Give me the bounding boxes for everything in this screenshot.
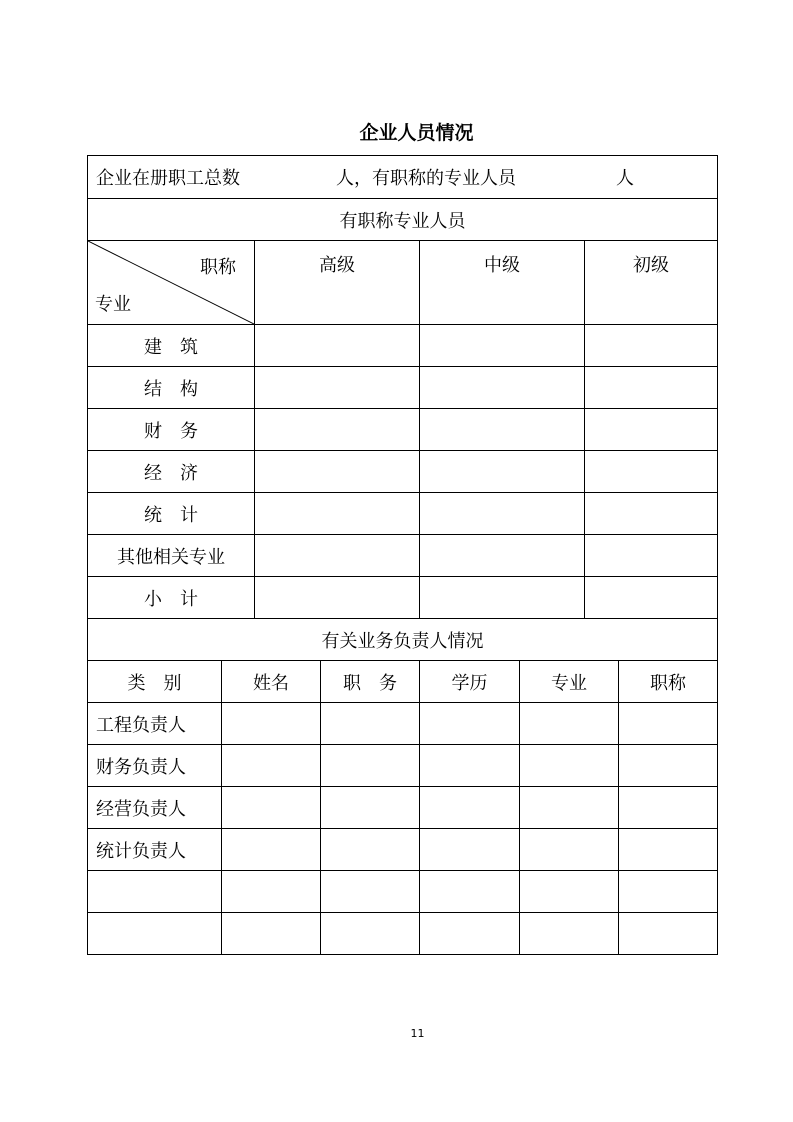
corner-title: 职称	[200, 257, 236, 278]
column-header: 学历	[419, 661, 519, 702]
position-cell[interactable]	[320, 703, 419, 744]
responsible-row	[87, 828, 718, 870]
count-cell[interactable]	[584, 367, 717, 408]
professional-heading: 有职称专业人员	[339, 210, 466, 232]
count-cell[interactable]	[584, 409, 717, 450]
position-cell[interactable]	[320, 745, 419, 786]
column-header: 职称	[618, 661, 717, 702]
responsible-heading-row	[87, 618, 718, 660]
title-cell[interactable]	[618, 913, 717, 954]
professional-heading-row	[87, 198, 718, 240]
education-cell[interactable]	[419, 745, 519, 786]
responsible-heading: 有关业务负责人情况	[321, 630, 484, 652]
name-cell[interactable]	[221, 913, 320, 954]
name-cell[interactable]	[221, 703, 320, 744]
education-cell[interactable]	[419, 703, 519, 744]
name-cell[interactable]	[221, 871, 320, 912]
responsible-row	[87, 744, 718, 786]
specialty-row	[87, 324, 718, 366]
column-header: 姓名	[221, 661, 320, 702]
education-cell[interactable]	[419, 871, 519, 912]
specialty-cell[interactable]	[519, 913, 618, 954]
name-cell[interactable]	[221, 745, 320, 786]
count-cell[interactable]	[254, 493, 419, 534]
name-cell[interactable]	[221, 787, 320, 828]
column-header: 职 务	[320, 661, 419, 702]
title-cell[interactable]	[618, 871, 717, 912]
count-cell[interactable]	[584, 577, 717, 618]
responsible-header-row	[87, 660, 718, 702]
name-cell[interactable]	[221, 829, 320, 870]
position-cell[interactable]	[320, 787, 419, 828]
specialty-label: 财 务	[144, 420, 198, 442]
count-cell[interactable]	[254, 367, 419, 408]
role-label: 财务负责人	[96, 756, 186, 778]
specialty-row	[87, 492, 718, 534]
specialty-cell[interactable]	[519, 745, 618, 786]
count-cell[interactable]	[419, 325, 584, 366]
summary-suffix: 人	[616, 168, 634, 189]
specialty-label: 统 计	[144, 504, 198, 526]
education-cell[interactable]	[419, 829, 519, 870]
specialty-cell[interactable]	[519, 703, 618, 744]
role-label[interactable]	[88, 913, 221, 954]
specialty-row	[87, 534, 718, 576]
specialty-row	[87, 450, 718, 492]
role-label: 经营负责人	[96, 798, 186, 820]
position-cell[interactable]	[320, 871, 419, 912]
title-cell[interactable]	[618, 703, 717, 744]
specialty-cell[interactable]	[519, 829, 618, 870]
count-cell[interactable]	[254, 577, 419, 618]
corner-cell	[88, 241, 254, 324]
count-cell[interactable]	[584, 451, 717, 492]
count-cell[interactable]	[254, 535, 419, 576]
count-cell[interactable]	[419, 367, 584, 408]
position-cell[interactable]	[320, 913, 419, 954]
summary-row	[87, 155, 718, 198]
role-label: 统计负责人	[96, 840, 186, 862]
count-cell[interactable]	[419, 451, 584, 492]
specialty-cell[interactable]	[519, 787, 618, 828]
role-label: 工程负责人	[96, 714, 186, 736]
page-title: 企业人员情况	[359, 122, 474, 144]
corner-specialty: 专业	[95, 294, 131, 315]
role-label[interactable]	[88, 871, 221, 912]
count-cell[interactable]	[254, 451, 419, 492]
level-header: 中级	[419, 241, 584, 324]
level-header-row	[87, 240, 718, 324]
specialty-row	[87, 408, 718, 450]
responsible-row	[87, 912, 718, 955]
column-header: 专业	[519, 661, 618, 702]
specialty-label: 建 筑	[144, 336, 198, 358]
specialty-label: 其他相关专业	[117, 546, 225, 568]
level-header: 初级	[584, 241, 717, 324]
subtotal-label: 小 计	[144, 588, 198, 610]
title-cell[interactable]	[618, 745, 717, 786]
count-cell[interactable]	[419, 577, 584, 618]
count-cell[interactable]	[584, 535, 717, 576]
summary-prefix: 企业在册职工总数	[96, 168, 240, 189]
responsible-row	[87, 702, 718, 744]
title-cell[interactable]	[618, 829, 717, 870]
count-cell[interactable]	[584, 493, 717, 534]
count-cell[interactable]	[254, 325, 419, 366]
count-cell[interactable]	[254, 409, 419, 450]
personnel-table	[87, 155, 718, 955]
responsible-row	[87, 870, 718, 912]
title-cell[interactable]	[618, 787, 717, 828]
level-header: 高级	[254, 241, 419, 324]
summary-line	[88, 156, 717, 198]
position-cell[interactable]	[320, 829, 419, 870]
count-cell[interactable]	[419, 535, 584, 576]
count-cell[interactable]	[419, 493, 584, 534]
specialty-label: 结 构	[144, 378, 198, 400]
responsible-row	[87, 786, 718, 828]
summary-middle: 人，有职称的专业人员	[336, 168, 516, 189]
subtotal-row	[87, 576, 718, 618]
specialty-cell[interactable]	[519, 871, 618, 912]
specialty-row	[87, 366, 718, 408]
specialty-label: 经 济	[144, 462, 198, 484]
count-cell[interactable]	[419, 409, 584, 450]
column-header: 类 别	[127, 672, 182, 694]
education-cell[interactable]	[419, 913, 519, 954]
page-number: 11	[410, 1027, 425, 1040]
count-cell[interactable]	[584, 325, 717, 366]
education-cell[interactable]	[419, 787, 519, 828]
